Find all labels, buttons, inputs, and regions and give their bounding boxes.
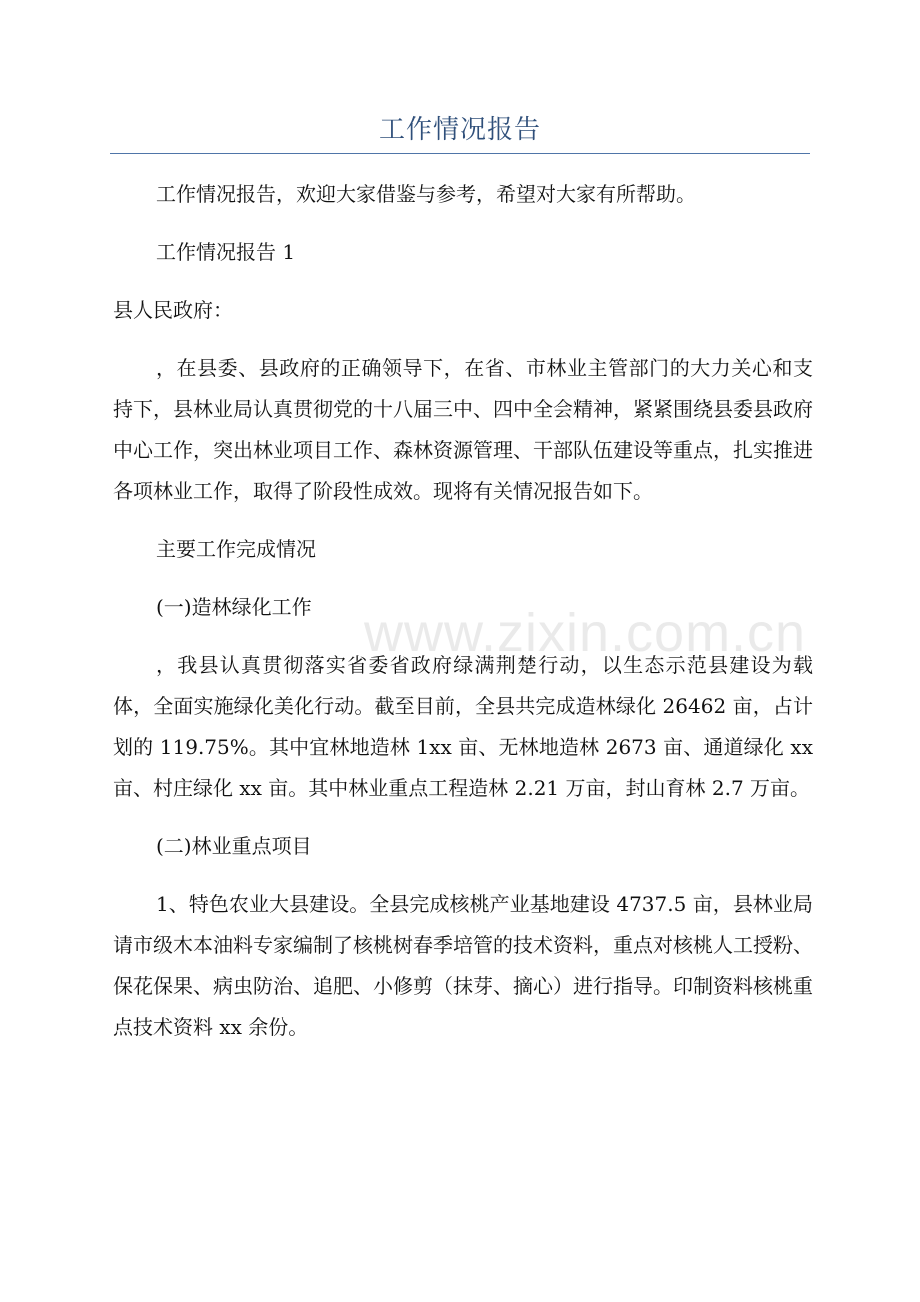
paragraph-walnut-base: 1、特色农业大县建设。全县完成核桃产业基地建设 4737.5 亩，县林业局请市级木本油料专家编制了核桃树春季培管的技术资料，重点对核桃人工授粉、保花保果、病虫防治、追肥、小修剪（抹芽、摘心）进行指导。印制资料核桃重点技术资料 xx 余份。 <box>113 892 813 1039</box>
subsection-heading-afforestation: (一)造林绿化工作 <box>156 595 312 619</box>
paragraph-afforestation: ，我县认真贯彻落实省委省政府绿满荆楚行动，以生态示范县建设为载体，全面实施绿化美化行动。截至目前，全县共完成造林绿化 26462 亩，占计划的 119.75%。其中宜林地造林 1xx 亩、无林地造林 2673 亩、通道绿化 xx 亩、村庄绿化 xx 亩。其中林业重点工程造林 2.21 万亩，封山育林 2.7 万亩。 <box>113 653 813 800</box>
addressee: 县人民政府： <box>113 298 233 322</box>
subsection-heading-key-projects: (二)林业重点项目 <box>156 834 312 858</box>
watermark: www.zixin.com.cn <box>364 603 807 663</box>
report-heading: 工作情况报告 1 <box>156 240 296 264</box>
intro-paragraph: 工作情况报告，欢迎大家借鉴与参考，希望对大家有所帮助。 <box>156 182 696 206</box>
title-underline <box>110 153 810 154</box>
document-title: 工作情况报告 <box>378 115 541 145</box>
paragraph-overview: ，在县委、县政府的正确领导下，在省、市林业主管部门的大力关心和支持下，县林业局认真贯彻党的十八届三中、四中全会精神，紧紧围绕县委县政府中心工作，突出林业项目工作、森林资源管理、干部队伍建设等重点，扎实推进各项林业工作，取得了阶段性成效。现将有关情况报告如下。 <box>113 356 813 503</box>
section-heading-main: 主要工作完成情况 <box>156 537 316 561</box>
